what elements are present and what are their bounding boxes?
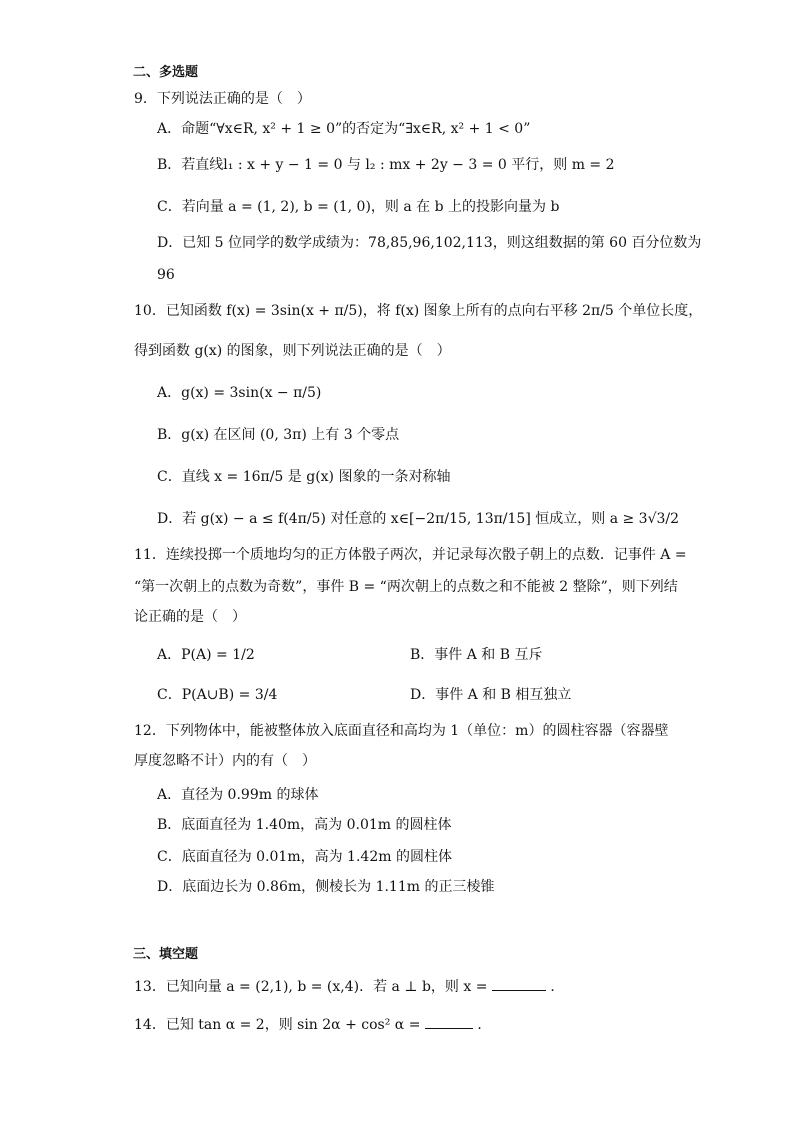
question-11-option-c: C．P(A∪B) = 3/4 <box>157 687 278 703</box>
question-12-stem-continued: 厚度忽略不计）内的有（ ） <box>134 753 316 769</box>
question-13-end: ． <box>550 979 565 995</box>
question-11-option-d: D．事件 A 和 B 相互独立 <box>410 687 572 703</box>
question-11-stem: 11．连续投掷一个质地均匀的正方体骰子两次，并记录每次骰子朝上的点数．记事件 A = <box>134 547 687 563</box>
question-9-option-b: B．若直线l₁ : x + y − 1 = 0 与 l₂ : mx + 2y − 3 = 0 平行，则 m = 2 <box>157 157 615 173</box>
question-10-option-c: C．直线 x = 16π/5 是 g(x) 图象的一条对称轴 <box>157 469 451 485</box>
question-13-stem: 13．已知向量 a = (2,1), b = (x,4)．若 a ⊥ b，则 x = <box>134 979 488 995</box>
question-12-option-a: A．直径为 0.99m 的球体 <box>157 787 319 803</box>
question-9-option-d-continued: 96 <box>157 267 175 283</box>
question-14-end: ． <box>477 1017 492 1033</box>
question-14 <box>134 1014 491 1036</box>
question-14-stem: 14．已知 tan α = 2，则 sin 2α + cos² α = <box>134 1017 421 1033</box>
question-11-stem-continued-2: 论正确的是（ ） <box>134 609 246 625</box>
question-10-option-b: B．g(x) 在区间 (0, 3π) 上有 3 个零点 <box>157 427 400 443</box>
question-14-answer-blank[interactable] <box>425 1014 473 1029</box>
section-fill-in-heading: 三、填空题 <box>133 947 199 962</box>
question-9-option-d: D．已知 5 位同学的数学成绩为：78,85,96,102,113，则这组数据的第 60 百分位数为 <box>157 235 702 251</box>
question-12-option-b: B．底面直径为 1.40m，高为 0.01m 的圆柱体 <box>157 817 452 833</box>
question-13-answer-blank[interactable] <box>492 976 546 991</box>
question-12-option-c: C．底面直径为 0.01m，高为 1.42m 的圆柱体 <box>157 849 452 865</box>
section-multiple-choice-heading: 二、多选题 <box>133 65 199 80</box>
question-11-stem-continued-1: “第一次朝上的点数为奇数”，事件 B = “两次朝上的点数之和不能被 2 整除”，则下列结 <box>134 579 678 595</box>
question-9-stem: 9．下列说法正确的是（ ） <box>134 91 311 107</box>
question-11-option-a: A．P(A) = 1/2 <box>157 647 255 663</box>
question-10-option-a: A．g(x) = 3sin(x − π/5) <box>157 385 322 401</box>
question-9-option-c: C．若向量 a = (1, 2), b = (1, 0)，则 a 在 b 上的投影向量为 b <box>157 199 560 215</box>
question-11-option-b: B．事件 A 和 B 互斥 <box>410 647 543 663</box>
question-10-option-d: D．若 g(x) − a ≤ f(4π/5) 对任意的 x∈[−2π/15, 13π/15] 恒成立，则 a ≥ 3√3/2 <box>157 511 680 527</box>
question-10-stem-continued: 得到函数 g(x) 的图象，则下列说法正确的是（ ） <box>134 343 451 359</box>
question-10-stem: 10．已知函数 f(x) = 3sin(x + π/5)，将 f(x) 图象上所有的点向右平移 2π/5 个单位长度， <box>134 303 703 319</box>
question-9-option-a: A．命题“∀x∈R, x² + 1 ≥ 0”的否定为“∃x∈R, x² + 1 < 0” <box>157 121 531 137</box>
question-12-option-d: D．底面边长为 0.86m，侧棱长为 1.11m 的正三棱锥 <box>157 879 495 895</box>
question-12-stem: 12．下列物体中，能被整体放入底面直径和高均为 1（单位：m）的圆柱容器（容器壁 <box>134 723 669 739</box>
question-13 <box>134 976 564 998</box>
